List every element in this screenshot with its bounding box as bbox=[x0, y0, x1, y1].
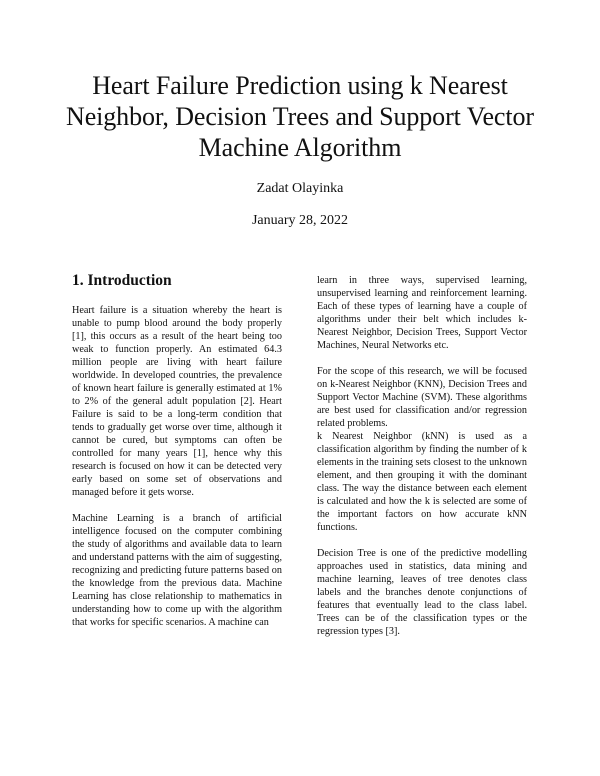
body-paragraph: Machine Learning is a branch of artificial intelligence focused on the computer combining the study of algorithms and available data to learn and understand patterns with the aim of suggesting, recognizing and predicting future patterns based on the knowledge from the previous data. Machine Learning has close relationship to mathematics in understanding how to come up with the algorithm that works for specific scenarios. A machine can bbox=[72, 513, 282, 628]
body-paragraph: For the scope of this research, we will be focused on k-Nearest Neighbor (KNN), Decision Trees and Support Vector Machine (SVM). These algorithms are best used for classification and/or regression related problems. bbox=[317, 366, 527, 429]
title-line: Machine Algorithm bbox=[198, 133, 402, 162]
section-heading: 1. Introduction bbox=[72, 272, 172, 289]
title-line: Heart Failure Prediction using k Nearest bbox=[92, 71, 508, 100]
left-column bbox=[72, 272, 282, 629]
body-paragraph: Decision Tree is one of the predictive modelling approaches used in statistics, data mining and machine learning, leaves of tree denotes class labels and the branches denote conjunctions of features that eventually lead to the class label. Trees can be of the classification types or the regression types [3]. bbox=[317, 548, 527, 637]
right-column bbox=[317, 274, 527, 638]
title-line: Neighbor, Decision Trees and Support Vector bbox=[66, 102, 534, 131]
body-paragraph: Heart failure is a situation whereby the heart is unable to pump blood around the body properly [1], this occurs as a result of the heart being too weak to function properly. An estimated 64.3 million people are living with heart failure worldwide. In developed countries, the prevalence of known heart failure is generally estimated at 1% to 2% of the general adult population [2]. Heart Failure is said to be a long-term condition that tends to gradually get worse over time, although it cannot be cured, but symptoms can often be controlled for many years [1], hence why this research is focused on how it can be detected very early based on some set of observations and managed before it gets worse. bbox=[72, 305, 282, 498]
publication-date: January 28, 2022 bbox=[251, 213, 349, 228]
author-name: Zadat Olayinka bbox=[256, 181, 344, 196]
body-paragraph: k Nearest Neighbor (kNN) is used as a classification algorithm by finding the number of k elements in the training sets closest to the unknown element, and then grouping it with the dominant class. The way the distance between each element is calculated and how the k is selected are some of the important factors on how accurate kNN functions. bbox=[317, 431, 527, 533]
paper-title bbox=[40, 70, 560, 163]
body-paragraph: learn in three ways, supervised learning, unsupervised learning and reinforcement learning. Each of these types of learning have a couple of algorithms under their belt which includes k-Nearest Neighbor, Decision Trees, Support Vector Machines, Neural Networks etc. bbox=[317, 275, 527, 351]
